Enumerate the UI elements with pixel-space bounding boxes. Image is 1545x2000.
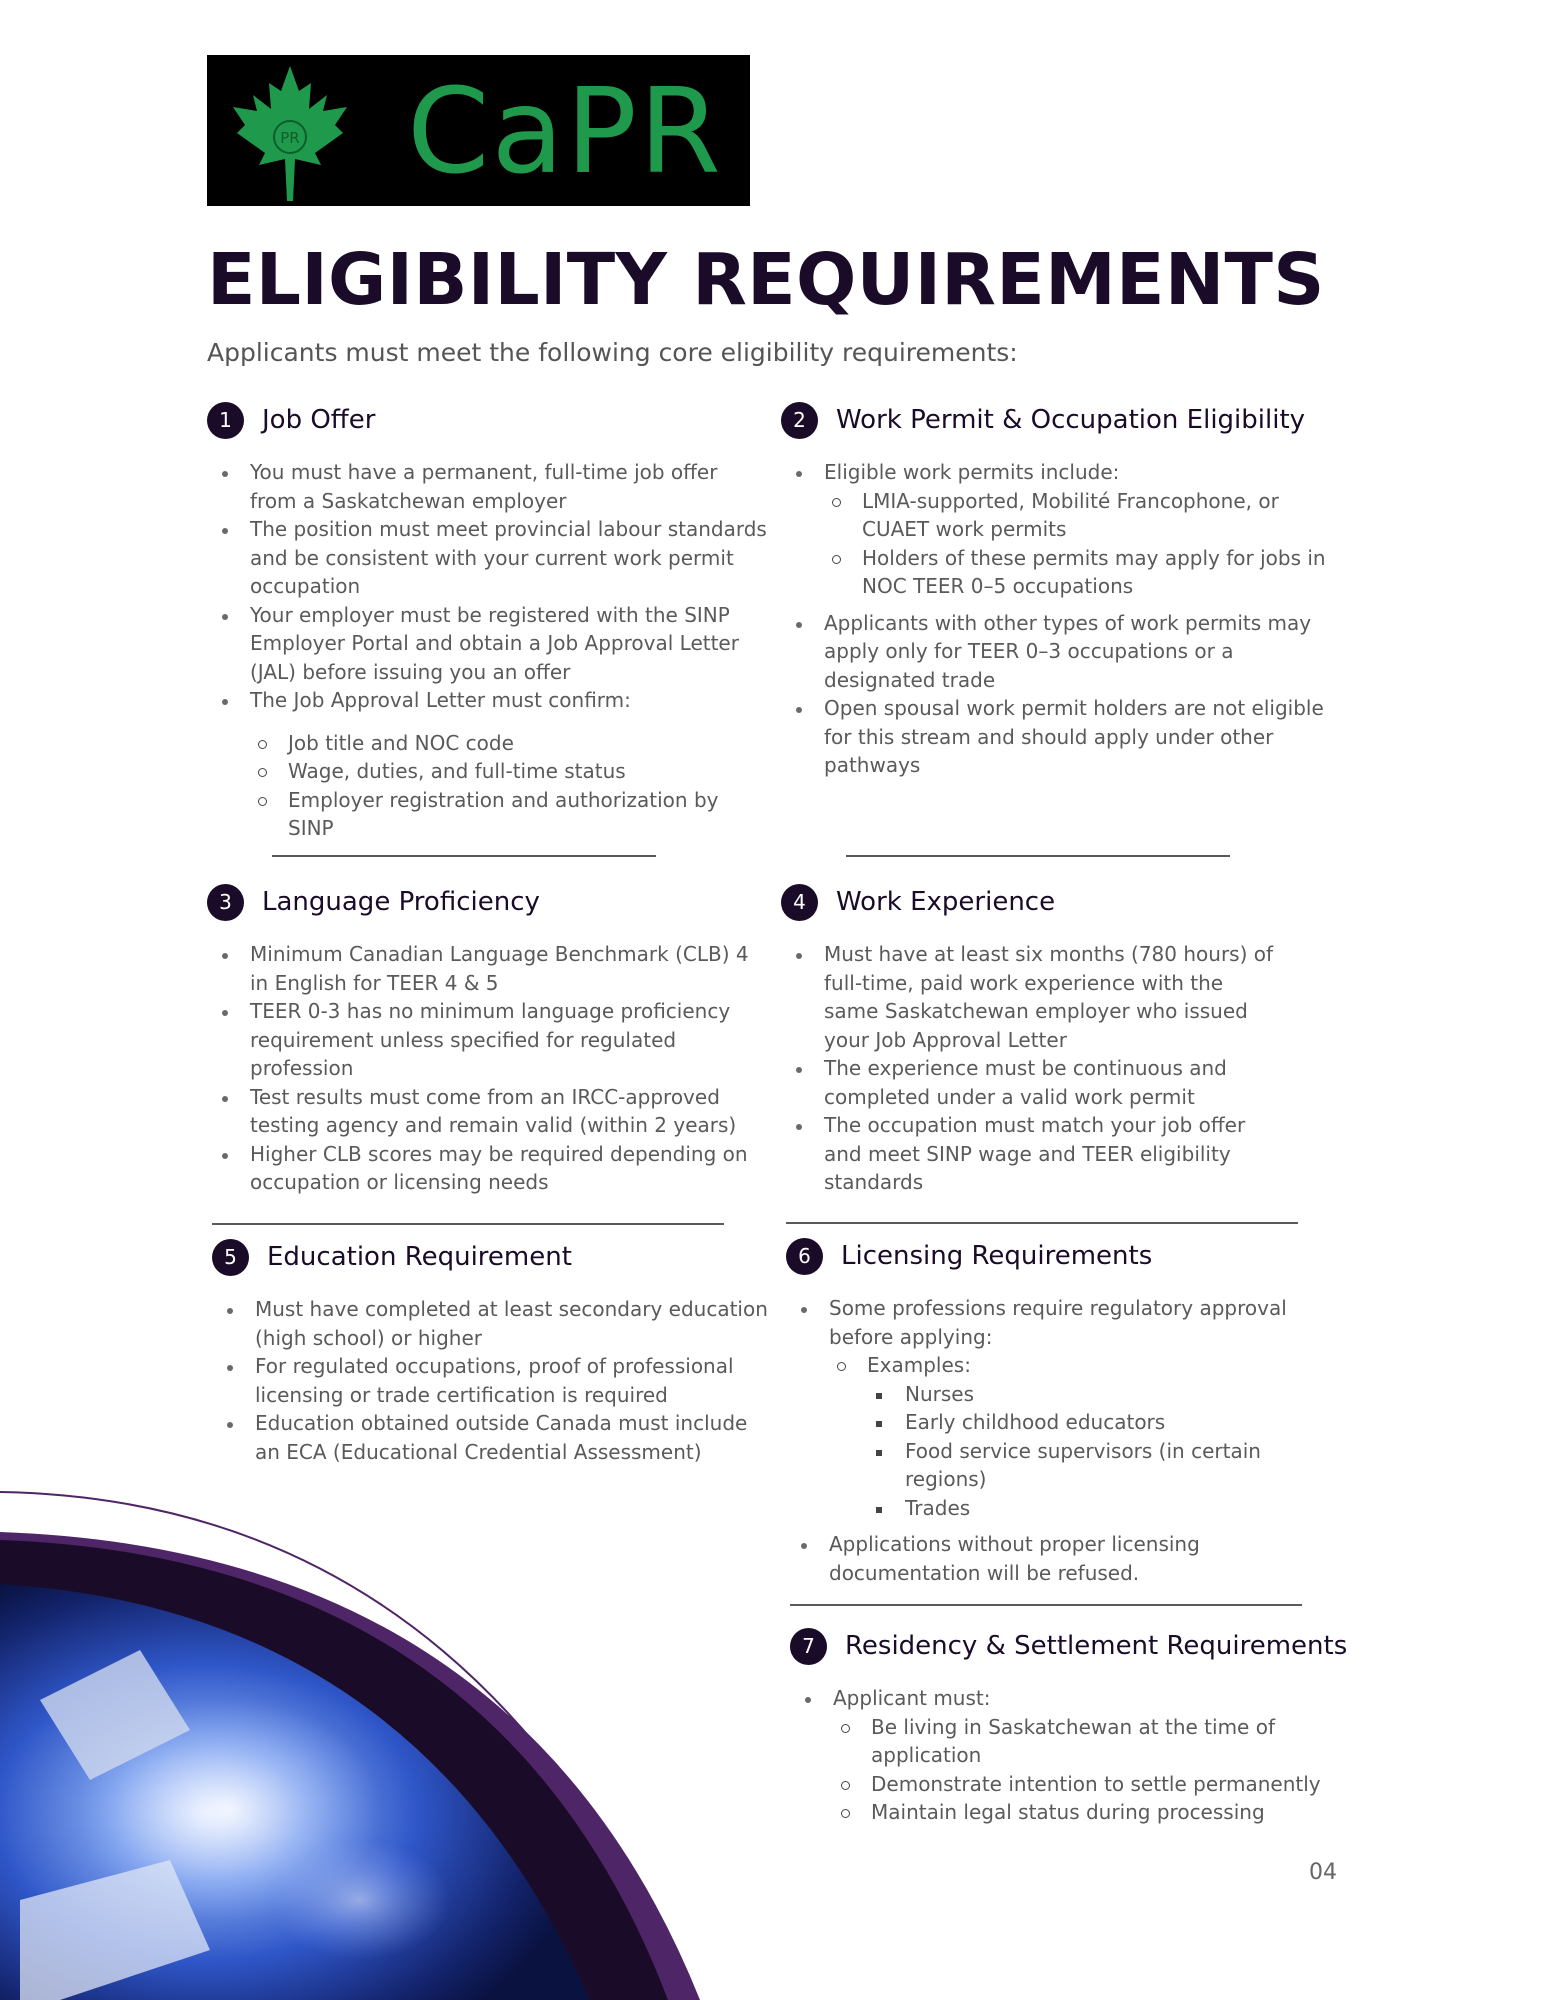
section-title: Residency & Settlement Requirements <box>845 1631 1348 1661</box>
list-item: Your employer must be registered with the SINP Employer Portal and obtain a Job Approval Letter (JAL) before issuing you an offer <box>207 601 767 687</box>
list-item: For regulated occupations, proof of professional licensing or trade certification is required <box>212 1352 772 1409</box>
page-title: ELIGIBILITY REQUIREMENTS <box>207 238 1325 321</box>
section-number-badge: 7 <box>790 1628 827 1665</box>
sub-list-item: Be living in Saskatchewan at the time of application <box>833 1713 1350 1770</box>
example-item: Early childhood educators <box>867 1408 1316 1437</box>
list-item: Must have at least six months (780 hours) of full-time, paid work experience with the same Saskatchewan employer who issued your Job Approval Letter <box>781 940 1281 1054</box>
section-work-permit <box>781 400 1341 780</box>
example-list <box>867 1380 1316 1523</box>
list-item-text: Eligible work permits include: <box>824 460 1120 484</box>
section-education <box>212 1237 772 1466</box>
list-item: You must have a permanent, full-time job offer from a Saskatchewan employer <box>207 458 767 515</box>
section-number-badge: 4 <box>781 884 818 921</box>
sub-bullet-list <box>824 487 1341 601</box>
list-item: Test results must come from an IRCC-approved testing agency and remain valid (within 2 years) <box>207 1083 767 1140</box>
example-item: Food service supervisors (in certain regions) <box>867 1437 1316 1494</box>
section-divider <box>790 1604 1302 1606</box>
list-item: The experience must be continuous and completed under a valid work permit <box>781 1054 1281 1111</box>
section-divider <box>212 1223 724 1225</box>
bullet-list <box>207 458 767 715</box>
bullet-list <box>781 458 1341 780</box>
bullet-list <box>786 1294 1316 1587</box>
sub-bullet-list <box>833 1713 1350 1827</box>
section-residency <box>790 1626 1350 1827</box>
section-title: Language Proficiency <box>262 887 540 917</box>
sub-list-item-text: Examples: <box>867 1353 971 1377</box>
logo-wordmark: CaPR <box>407 62 723 200</box>
logo-badge-text: PR <box>280 129 300 147</box>
section-divider <box>272 855 656 857</box>
page-number: 04 <box>1309 1860 1337 1885</box>
bullet-list <box>207 940 767 1197</box>
list-item-text: Some professions require regulatory approval before applying: <box>829 1296 1287 1349</box>
list-item: TEER 0-3 has no minimum language proficiency requirement unless specified for regulated profession <box>207 997 767 1083</box>
sub-list-item: Wage, duties, and full-time status <box>250 757 767 786</box>
list-item <box>790 1684 1350 1827</box>
sub-list-item: Maintain legal status during processing <box>833 1798 1350 1827</box>
list-item <box>781 458 1341 601</box>
bullet-list <box>781 940 1281 1197</box>
capr-logo <box>207 55 750 206</box>
list-item: Open spousal work permit holders are not eligible for this stream and should apply under other pathways <box>781 694 1341 780</box>
sub-list-item: Employer registration and authorization by SINP <box>250 786 767 843</box>
section-divider <box>846 855 1230 857</box>
section-title: Work Experience <box>836 887 1056 917</box>
list-item: Applicants with other types of work permits may apply only for TEER 0–3 occupations or a designated trade <box>781 609 1341 695</box>
list-item: Higher CLB scores may be required depending on occupation or licensing needs <box>207 1140 767 1197</box>
list-item: Minimum Canadian Language Benchmark (CLB) 4 in English for TEER 4 & 5 <box>207 940 767 997</box>
section-divider <box>786 1222 1298 1224</box>
section-number-badge: 1 <box>207 402 244 439</box>
section-title: Education Requirement <box>267 1242 572 1272</box>
list-item <box>786 1294 1316 1522</box>
list-item: Must have completed at least secondary education (high school) or higher <box>212 1295 772 1352</box>
section-number-badge: 5 <box>212 1239 249 1276</box>
sub-list-item: Holders of these permits may apply for jobs in NOC TEER 0–5 occupations <box>824 544 1341 601</box>
bullet-list <box>212 1295 772 1466</box>
list-item: Applications without proper licensing documentation will be refused. <box>786 1530 1316 1587</box>
intro-text: Applicants must meet the following core eligibility requirements: <box>207 338 1018 367</box>
list-item: The Job Approval Letter must confirm: <box>207 686 767 715</box>
section-title: Work Permit & Occupation Eligibility <box>836 405 1306 435</box>
sub-bullet-list <box>829 1351 1316 1522</box>
section-licensing <box>786 1236 1346 1587</box>
sub-list-item: Job title and NOC code <box>250 729 767 758</box>
list-item: The position must meet provincial labour standards and be consistent with your current work permit occupation <box>207 515 767 601</box>
section-work-experience <box>781 882 1341 1197</box>
section-number-badge: 2 <box>781 402 818 439</box>
section-job-offer <box>207 400 767 843</box>
sub-list-item <box>829 1351 1316 1522</box>
decorative-welding-photo-arc <box>0 1480 720 2000</box>
sub-list-item: LMIA-supported, Mobilité Francophone, or CUAET work permits <box>824 487 1341 544</box>
example-item: Nurses <box>867 1380 1316 1409</box>
section-number-badge: 3 <box>207 884 244 921</box>
sub-list-item: Demonstrate intention to settle permanently <box>833 1770 1350 1799</box>
section-language <box>207 882 767 1197</box>
sub-bullet-list <box>250 729 767 843</box>
section-title: Licensing Requirements <box>841 1241 1153 1271</box>
list-item-text: Applicant must: <box>833 1686 991 1710</box>
bullet-list <box>790 1684 1350 1827</box>
maple-leaf-icon <box>225 61 355 206</box>
example-item: Trades <box>867 1494 1316 1523</box>
section-title: Job Offer <box>262 405 376 435</box>
section-number-badge: 6 <box>786 1238 823 1275</box>
list-item: The occupation must match your job offer and meet SINP wage and TEER eligibility standards <box>781 1111 1281 1197</box>
list-item: Education obtained outside Canada must include an ECA (Educational Credential Assessment) <box>212 1409 772 1466</box>
